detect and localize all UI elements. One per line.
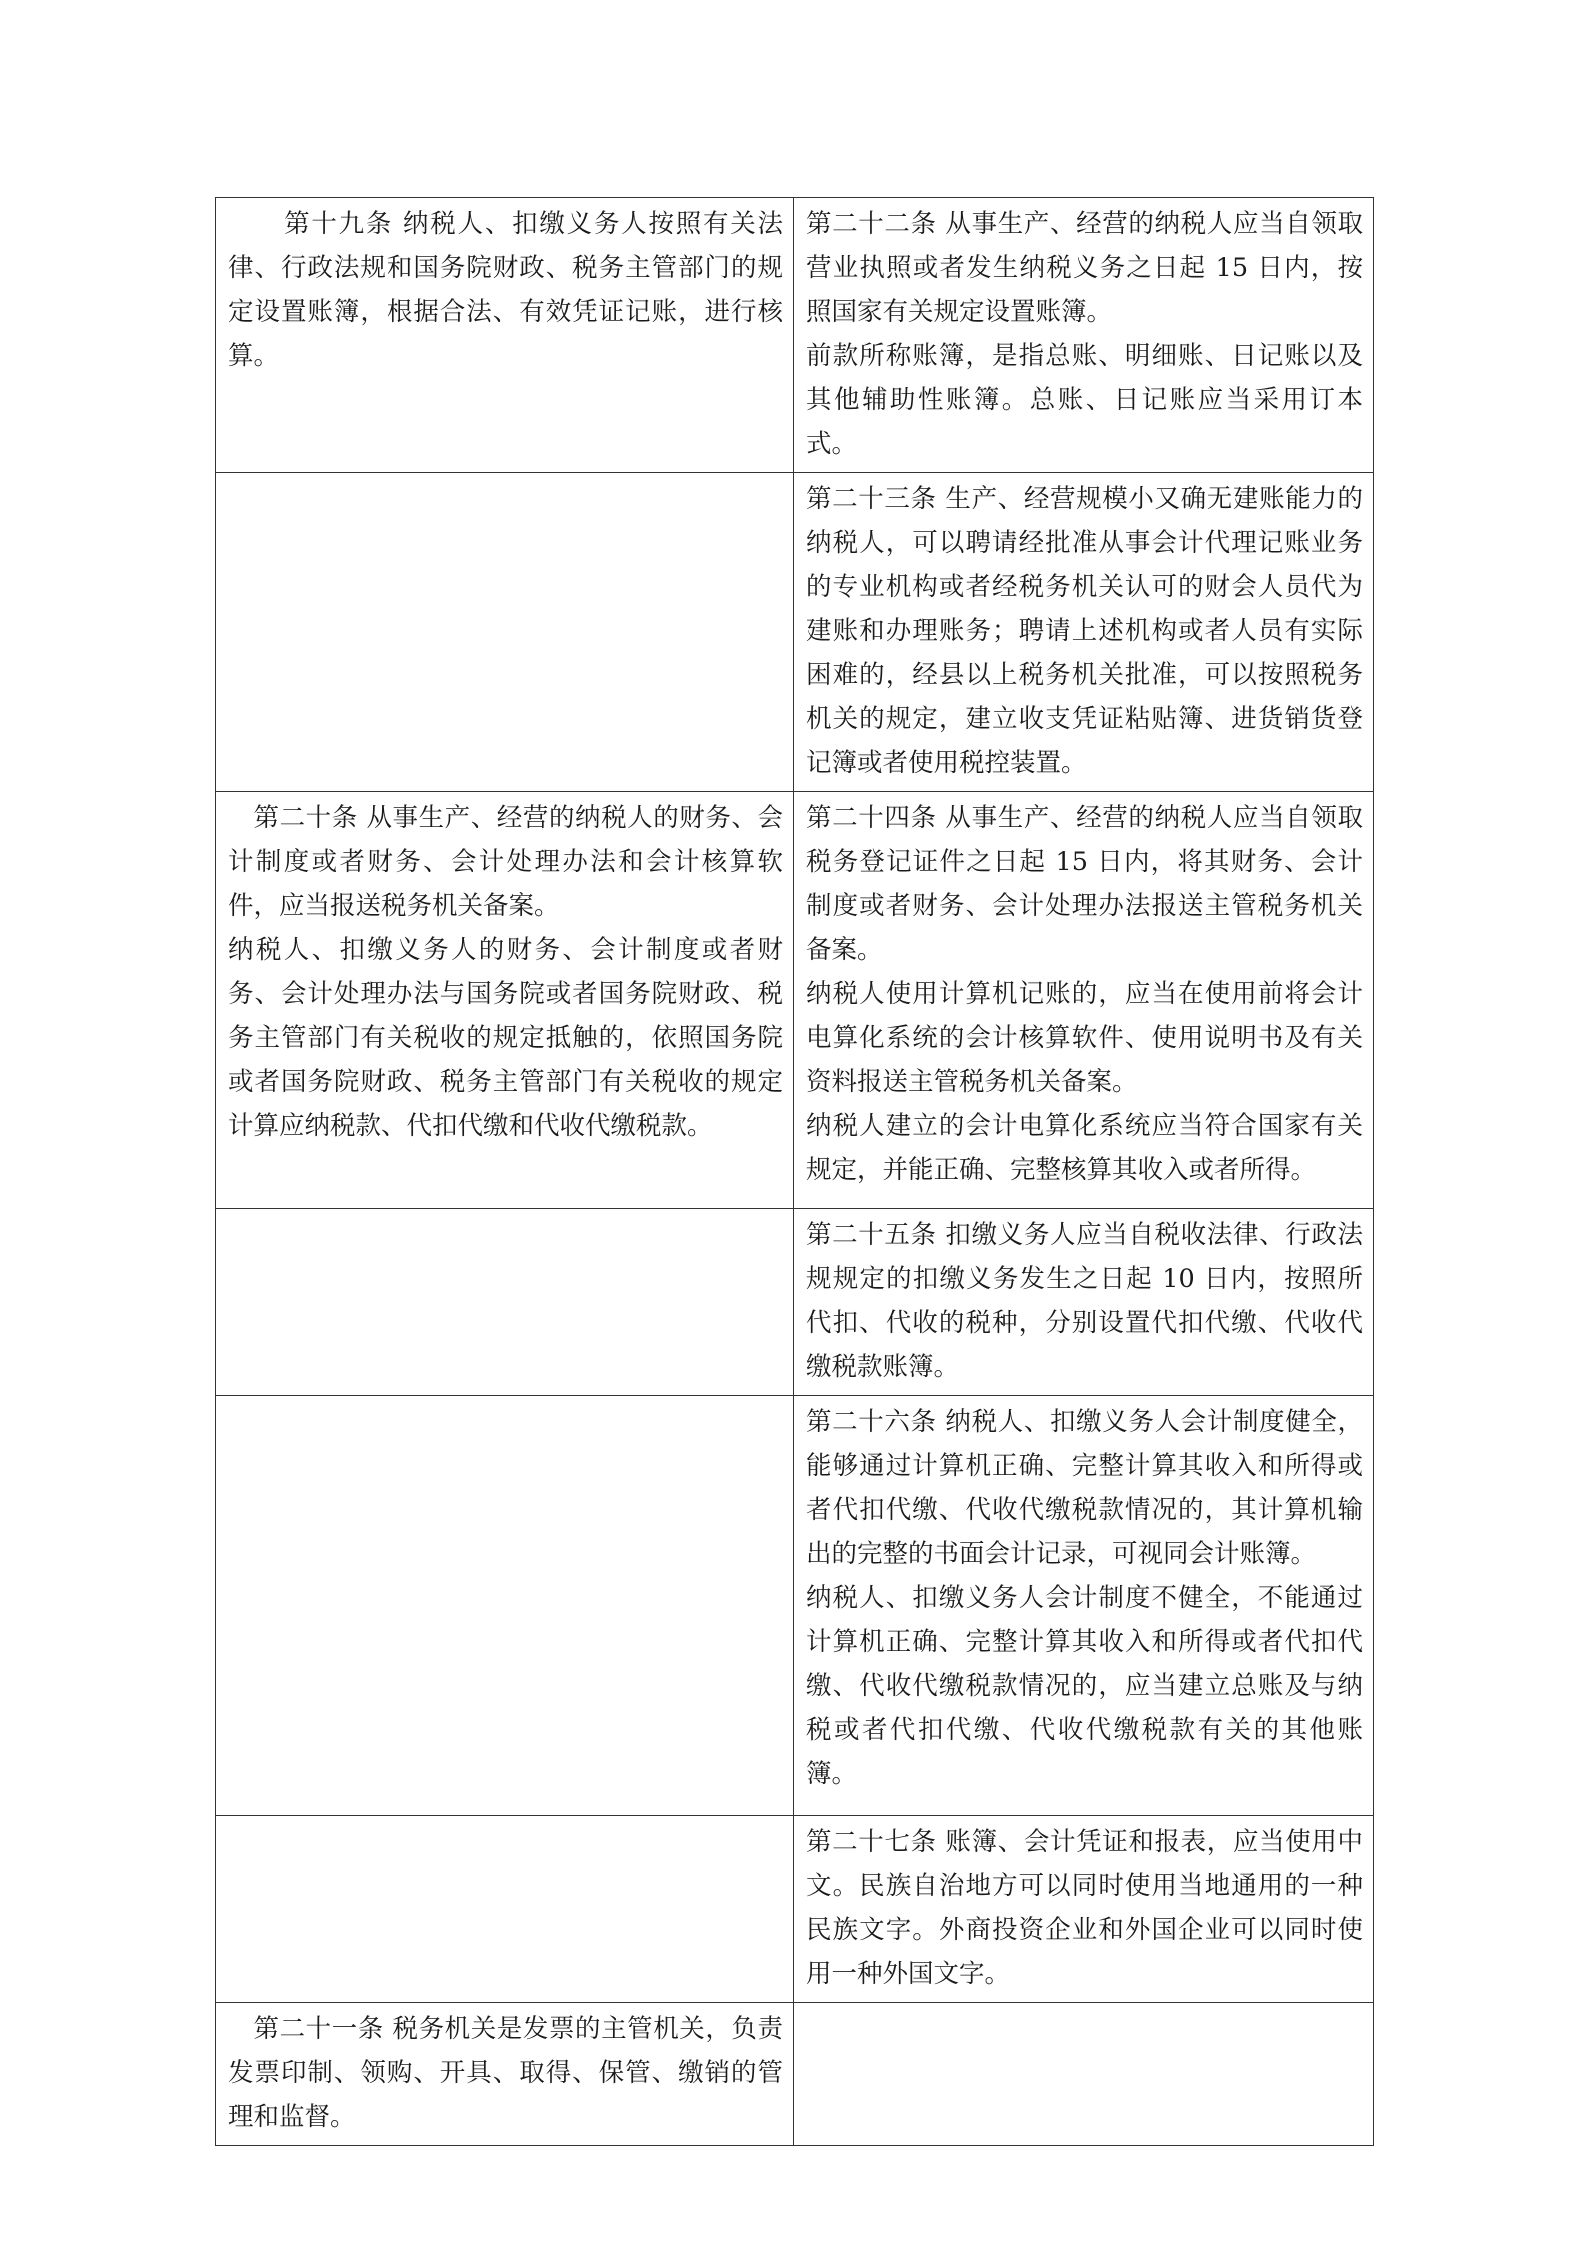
table-row — [216, 792, 1374, 1209]
table-row — [216, 1816, 1374, 2003]
right-cell — [794, 1816, 1374, 2003]
table-row — [216, 198, 1374, 473]
table-row — [216, 2003, 1374, 2146]
table-row — [216, 1209, 1374, 1396]
left-cell — [216, 1396, 794, 1816]
article-paragraph: 第二十五条 扣缴义务人应当自税收法律、行政法规规定的扣缴义务发生之日起 10 日内，按照所代扣、代收的税种，分别设置代扣代缴、代收代缴税款账簿。 — [806, 1220, 1363, 1382]
article-paragraph: 第二十三条 生产、经营规模小又确无建账能力的纳税人，可以聘请经批准从事会计代理记账业务的专业机构或者经税务机关认可的财会人员代为建账和办理账务；聘请上述机构或者人员有实际困难的，经县以上税务机关批准，可以按照税务机关的规定，建立收支凭证粘贴簿、进货销货登记簿或者使用税控装置。 — [806, 484, 1363, 778]
right-cell — [794, 1209, 1374, 1396]
article-paragraph: 第二十一条 税务机关是发票的主管机关，负责发票印制、领购、开具、取得、保管、缴销的管理和监督。 — [228, 2014, 783, 2132]
comparison-table — [215, 197, 1374, 2146]
article-paragraph: 纳税人、扣缴义务人会计制度不健全，不能通过计算机正确、完整计算其收入和所得或者代扣代缴、代收代缴税款情况的，应当建立总账及与纳税或者代扣代缴、代收代缴税款有关的其他账簿。 — [806, 1583, 1363, 1789]
article-paragraph: 第十九条 纳税人、扣缴义务人按照有关法律、行政法规和国务院财政、税务主管部门的规定设置账簿，根据合法、有效凭证记账，进行核算。 — [228, 209, 783, 371]
right-cell — [794, 1396, 1374, 1816]
right-cell — [794, 792, 1374, 1209]
article-paragraph: 纳税人使用计算机记账的，应当在使用前将会计电算化系统的会计核算软件、使用说明书及有关资料报送主管税务机关备案。 — [806, 979, 1363, 1097]
left-cell — [216, 2003, 794, 2146]
left-cell — [216, 198, 794, 473]
right-cell — [794, 2003, 1374, 2146]
table-row — [216, 473, 1374, 792]
article-paragraph: 纳税人建立的会计电算化系统应当符合国家有关规定，并能正确、完整核算其收入或者所得。 — [806, 1111, 1363, 1185]
article-paragraph: 纳税人、扣缴义务人的财务、会计制度或者财务、会计处理办法与国务院或者国务院财政、税务主管部门有关税收的规定抵触的，依照国务院或者国务院财政、税务主管部门有关税收的规定计算应纳税款、代扣代缴和代收代缴税款。 — [228, 935, 783, 1141]
article-paragraph: 第二十六条 纳税人、扣缴义务人会计制度健全，能够通过计算机正确、完整计算其收入和所得或者代扣代缴、代收代缴税款情况的，其计算机输出的完整的书面会计记录，可视同会计账簿。 — [806, 1407, 1363, 1569]
article-paragraph: 第二十四条 从事生产、经营的纳税人应当自领取税务登记证件之日起 15 日内，将其财务、会计制度或者财务、会计处理办法报送主管税务机关备案。 — [806, 803, 1363, 965]
table-row — [216, 1396, 1374, 1816]
right-cell — [794, 473, 1374, 792]
left-cell — [216, 473, 794, 792]
article-paragraph: 第二十二条 从事生产、经营的纳税人应当自领取营业执照或者发生纳税义务之日起 15 日内，按照国家有关规定设置账簿。 — [806, 209, 1363, 327]
left-cell — [216, 1209, 794, 1396]
article-paragraph: 第二十七条 账簿、会计凭证和报表，应当使用中文。民族自治地方可以同时使用当地通用的一种民族文字。外商投资企业和外国企业可以同时使用一种外国文字。 — [806, 1827, 1363, 1989]
left-cell — [216, 792, 794, 1209]
left-cell — [216, 1816, 794, 2003]
article-paragraph: 前款所称账簿，是指总账、明细账、日记账以及其他辅助性账簿。总账、日记账应当采用订本式。 — [806, 341, 1363, 459]
article-paragraph: 第二十条 从事生产、经营的纳税人的财务、会计制度或者财务、会计处理办法和会计核算软件，应当报送税务机关备案。 — [228, 803, 783, 921]
right-cell — [794, 198, 1374, 473]
